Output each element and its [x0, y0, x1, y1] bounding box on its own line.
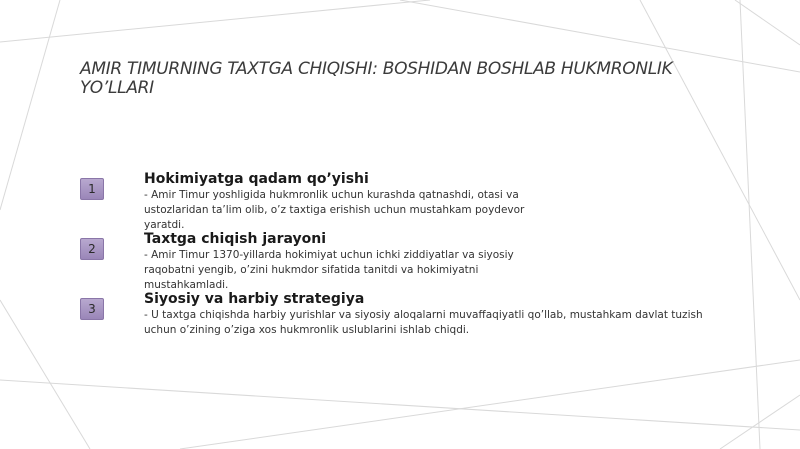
- item-number-badge: 1: [80, 178, 104, 200]
- item-heading: Siyosiy va harbiy strategiya: [144, 291, 365, 307]
- slide-title: AMIR TIMURNING TAXTGA CHIQISHI: BOSHIDAN BOSHLAB HUKMRONLIK YO’LLARI: [80, 59, 673, 98]
- item-heading: Hokimiyatga qadam qo’yishi: [144, 171, 369, 187]
- item-text: - Amir Timur 1370-yillarda hokimiyat uchun ichki ziddiyatlar va siyosiy raqobatni yengib, o’zini hukmdor sifatida tanitdi va hokimiyatni mustahkamladi.: [144, 249, 514, 291]
- item-number-badge: 3: [80, 298, 104, 320]
- item-heading: Taxtga chiqish jarayoni: [144, 231, 326, 247]
- item-text: - U taxtga chiqishda harbiy yurishlar va siyosiy aloqalarni muvaffaqiyatli qo’llab, mustahkam davlat tuzish uchun o’zining o’ziga xos hukmronlik uslublarini ishlab chiqdi.: [144, 309, 703, 336]
- list-item: [144, 171, 544, 233]
- list-item: [144, 231, 544, 293]
- list-item: [144, 291, 734, 338]
- item-number-badge: 2: [80, 238, 104, 260]
- item-text: - Amir Timur yoshligida hukmronlik uchun kurashda qatnashdi, otasi va ustozlaridan ta’lim olib, o’z taxtiga erishish uchun mustahkam poydevor yaratdi.: [144, 189, 525, 231]
